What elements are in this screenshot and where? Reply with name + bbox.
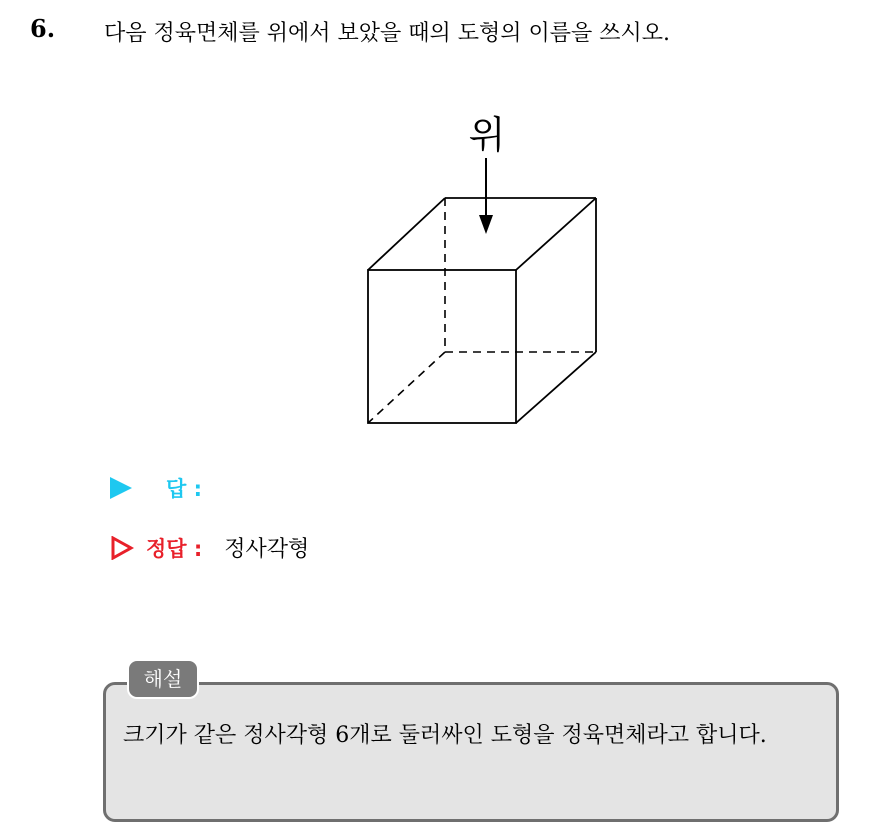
explanation-text: 크기가 같은 정사각형 6개로 둘러싸인 도형을 정육면체라고 합니다.	[123, 723, 767, 748]
arrowhead-icon	[479, 215, 493, 234]
question-text: 다음 정육면체를 위에서 보았을 때의 도형의 이름을 쓰시오.	[104, 21, 670, 46]
cube-hidden-edges	[368, 198, 596, 423]
correct-answer-row	[110, 532, 309, 563]
answer-row	[110, 473, 202, 503]
outline-triangle-icon	[110, 536, 134, 560]
answer-label: 답 :	[166, 477, 202, 501]
filled-triangle-icon	[110, 477, 132, 499]
cube-visible-edges	[368, 198, 596, 423]
question-number: 6.	[30, 14, 56, 43]
top-label: 위	[468, 113, 506, 157]
explanation-tag: 해설	[127, 659, 199, 699]
correct-answer-value: 정사각형	[224, 537, 310, 562]
correct-answer-label: 정답 :	[146, 536, 203, 561]
